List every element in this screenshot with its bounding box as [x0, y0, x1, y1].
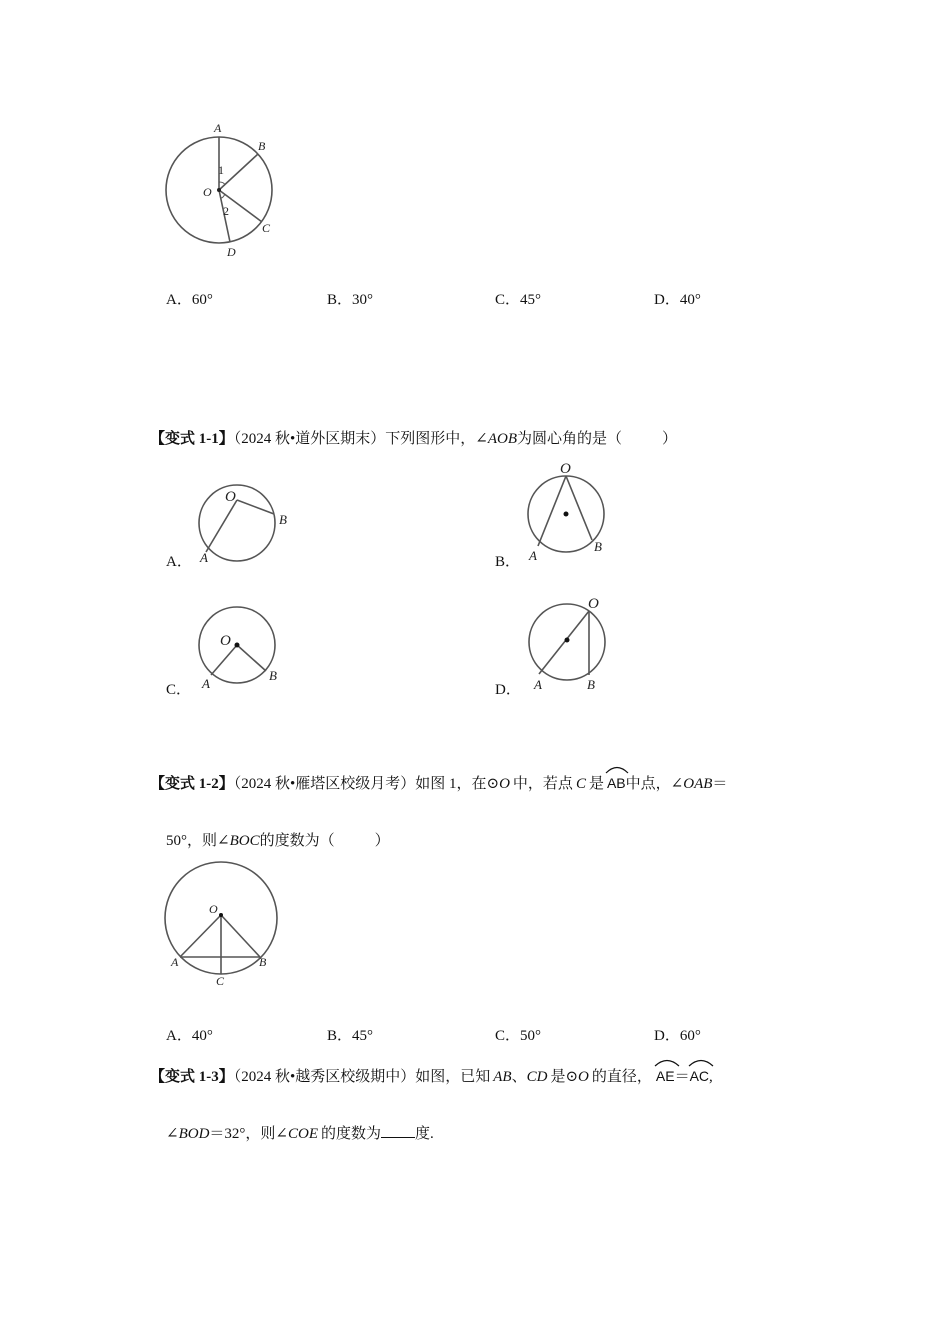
q3-stem-line1 — [150, 1064, 713, 1086]
q3-bod: BOD — [178, 1126, 210, 1142]
label-d: D — [227, 245, 236, 259]
q3-line2-a: ∠ — [166, 1126, 179, 1142]
label-b: B — [259, 955, 267, 969]
label-a: A — [200, 550, 208, 565]
answer-blank[interactable] — [381, 1123, 415, 1138]
q1-option-c-letter[interactable]: C． — [166, 682, 192, 698]
q3-line2-d: 度. — [415, 1126, 434, 1142]
label-angle-2: 2 — [223, 204, 229, 218]
q2-mid2: 是 — [588, 776, 604, 792]
q3-stem-line2 — [166, 1122, 434, 1143]
q2-option-a[interactable]: A．40° — [166, 1028, 213, 1044]
q2-line2-a: 50°，则∠ — [166, 833, 230, 849]
label-o: O — [203, 185, 212, 199]
label-b: B — [269, 668, 277, 683]
arc-ac-text: AC — [689, 1068, 710, 1084]
circle-figure-q1-b[interactable] — [520, 456, 620, 566]
q0-option-a[interactable]: A．60° — [166, 292, 213, 308]
label-b: B — [587, 677, 595, 692]
label-c: C — [216, 974, 225, 988]
q3-source: （2024 秋•越秀区校级期中）如图，已知 — [233, 1069, 491, 1085]
q2-mid1: 中，若点 — [512, 776, 573, 792]
circle-figure-q1-d[interactable] — [520, 592, 620, 697]
arc-ab — [607, 771, 626, 791]
q2-boc: BOC — [229, 833, 260, 849]
q2-option-d[interactable]: D．60° — [654, 1028, 701, 1044]
label-a: A — [534, 677, 542, 692]
circle-figure-q1-a[interactable] — [192, 480, 302, 570]
q3-coe: COE — [287, 1126, 318, 1142]
q2-o: O — [499, 776, 510, 792]
q3-ab: AB — [493, 1069, 512, 1085]
q1-option-b-letter[interactable]: B． — [495, 554, 521, 570]
label-a: A — [529, 548, 537, 563]
q3-line2-b: ＝32°，则∠ — [209, 1126, 288, 1142]
q2-source: （2024 秋•雁塔区校级月考）如图 1，在⊙ — [233, 776, 500, 792]
q2-stem-line2 — [166, 829, 390, 850]
q1-option-a-letter[interactable]: A． — [166, 554, 192, 570]
q3-mid1: 是⊙ — [550, 1069, 579, 1085]
label-b: B — [279, 512, 287, 527]
label-o: O — [220, 633, 231, 649]
circle-figure-q2 — [158, 852, 288, 992]
q2-oab: OAB — [683, 776, 713, 792]
q1-rest: 为圆心角的是（ — [517, 431, 623, 447]
q0-option-d[interactable]: D．40° — [654, 292, 701, 308]
circle-figure-q0 — [150, 118, 290, 268]
q3-cd: CD — [526, 1069, 548, 1085]
q2-close: ） — [374, 833, 390, 849]
label-o: O — [588, 596, 599, 612]
q1-source: （2024 秋•道外区期末）下列图形中， — [233, 431, 476, 447]
q3-eq: ＝ — [674, 1069, 690, 1085]
label-angle-1: 1 — [218, 163, 224, 177]
q3-o: O — [578, 1069, 589, 1085]
label-a: A — [171, 955, 179, 969]
q1-angle-var: AOB — [487, 431, 518, 447]
q3-line2-c: 的度数为 — [320, 1126, 381, 1142]
label-b: B — [594, 539, 602, 554]
q0-option-c[interactable]: C．45° — [495, 292, 542, 308]
q1-stem — [150, 427, 677, 448]
q3-mid2: 的直径， — [591, 1069, 652, 1085]
label-a: A — [214, 121, 222, 135]
q3-sep: 、 — [511, 1069, 527, 1085]
q2-tag: 【变式 1-2】 — [150, 776, 234, 792]
q0-option-b[interactable]: B．30° — [327, 292, 374, 308]
label-a: A — [202, 676, 210, 691]
q1-tag: 【变式 1-1】 — [150, 431, 234, 447]
q1-close: ） — [662, 431, 678, 447]
q2-stem-line1 — [150, 771, 727, 793]
arc-ac — [690, 1064, 709, 1084]
arc-ae — [656, 1064, 675, 1084]
arc-ae-text: AE — [655, 1068, 675, 1084]
arc-ab-text: AB — [606, 775, 626, 791]
label-o: O — [560, 461, 571, 477]
q1-angle: ∠ — [475, 431, 488, 447]
label-b: B — [258, 139, 266, 153]
q2-line2-b: 的度数为（ — [259, 833, 335, 849]
circle-figure-q1-c[interactable] — [192, 600, 297, 695]
q3-comma: , — [709, 1069, 713, 1085]
q3-tag: 【变式 1-3】 — [150, 1069, 234, 1085]
label-c: C — [262, 221, 271, 235]
q2-option-b[interactable]: B．45° — [327, 1028, 374, 1044]
label-o: O — [225, 489, 236, 505]
q2-eq: ＝ — [712, 776, 728, 792]
q2-option-c[interactable]: C．50° — [495, 1028, 542, 1044]
label-o: O — [209, 902, 218, 916]
q1-option-d-letter[interactable]: D． — [495, 682, 521, 698]
q2-c: C — [575, 776, 586, 792]
q2-mid3: 中点，∠ — [625, 776, 684, 792]
